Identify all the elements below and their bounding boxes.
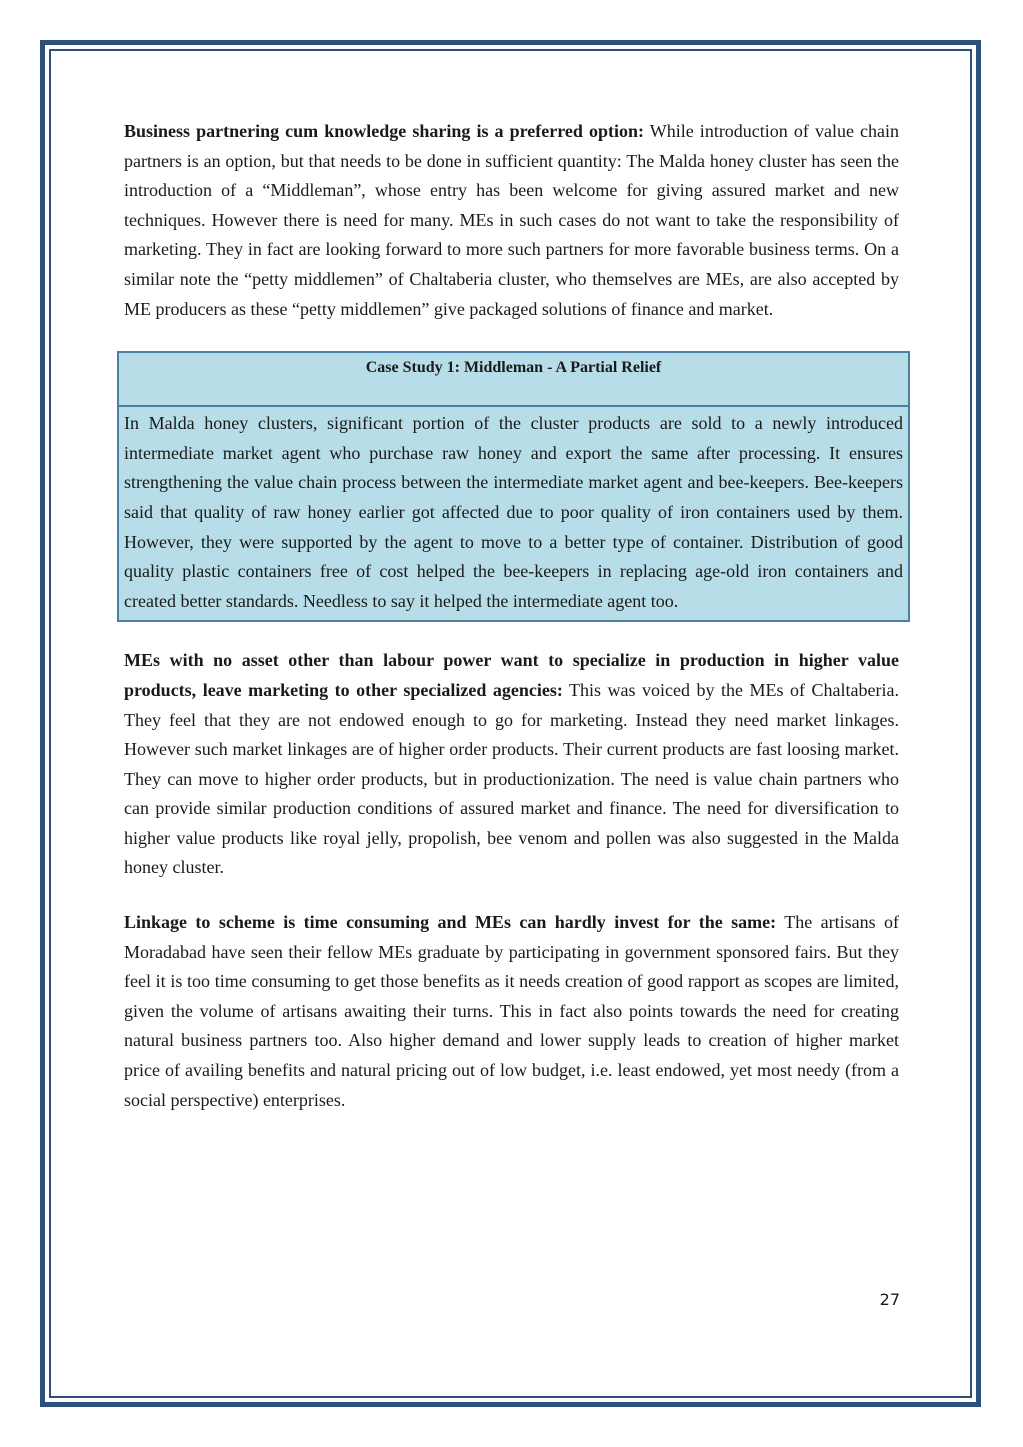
paragraph-business-partnering: [124, 117, 899, 324]
case-study-body: [119, 407, 908, 620]
paragraph-heading: Business partnering cum knowledge sharing is a preferred option:: [124, 121, 644, 141]
paragraph-mes-specialize: [124, 646, 899, 883]
case-study-box: [117, 351, 910, 622]
page-number: 27: [879, 1290, 900, 1309]
page-content: [124, 117, 903, 1115]
paragraph-text: While introduction of value chain partners is an option, but that needs to be done in sufficient quantity: The Malda honey cluster has seen the introduction of a “Middleman”, whose entry has been welcome for giving assured market and new techniques. However there is need for many. MEs in such cases do not want to take the responsibility of marketing. They in fact are looking forward to more such partners for more favorable business terms. On a similar note the “petty middlemen” of Chaltaberia cluster, who themselves are MEs, are also accepted by ME producers as these “petty middlemen” give packaged solutions of finance and market.: [124, 121, 899, 319]
case-study-text: In Malda honey clusters, significant portion of the cluster products are sold to a newly introduced intermediate market agent who purchase raw honey and export the same after processing. It ensures strengthening the value chain process between the intermediate market agent and bee-keepers. Bee-keepers said that quality of raw honey earlier got affected due to poor quality of iron containers used by them. However, they were supported by the agent to move to a better type of container. Distribution of good quality plastic containers free of cost helped the bee-keepers in replacing age-old iron containers and created better standards. Needless to say it helped the intermediate agent too.: [124, 413, 903, 611]
case-study-title: Case Study 1: Middleman - A Partial Relief: [119, 353, 908, 407]
paragraph-text: This was voiced by the MEs of Chaltaberia. They feel that they are not endowed enough to go for marketing. Instead they need market linkages. However such market linkages are of higher order products. Their current products are fast loosing market. They can move to higher order products, but in productionization. The need is value chain partners who can provide similar production conditions of assured market and finance. The need for diversification to higher value products like royal jelly, propolish, bee venom and pollen was also suggested in the Malda honey cluster.: [124, 679, 899, 878]
paragraph-text: The artisans of Moradabad have seen their fellow MEs graduate by participating in government sponsored fairs. But they feel it is too time consuming to get those benefits as it needs creation of good rapport as scopes are limited, given the volume of artisans awaiting their turns. This in fact also points towards the need for creating natural business partners too. Also higher demand and lower supply leads to creation of higher market price of availing benefits and natural pricing out of low budget, i.e. least endowed, yet most needy (from a social perspective) enterprises.: [124, 912, 900, 1110]
paragraph-heading: MEs with no asset other than labour power want to specialize in production in higher value products, leave marketing to other specialized agencies:: [124, 650, 899, 700]
paragraph-heading: Linkage to scheme is time consuming and MEs can hardly invest for the same:: [124, 912, 777, 933]
paragraph-linkage-scheme: [124, 908, 899, 1115]
